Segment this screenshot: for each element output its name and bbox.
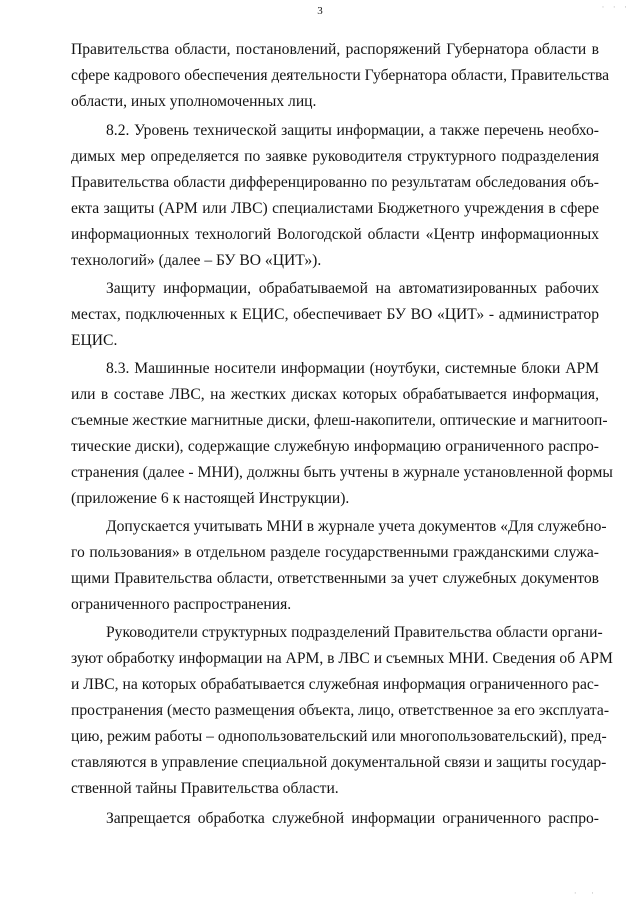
text-line: ставляются в управление специальной документальной связи и защиты государ- [71, 754, 607, 771]
text-line: Допускается учитывать МНИ в журнале учета документов «Для служебно- [106, 518, 607, 535]
text-line: информационных технологий Вологодской области «Центр информационных [71, 226, 599, 243]
text-line: сфере кадрового обеспечения деятельности Губернатора области, Правительства [71, 67, 610, 84]
text-line: или в составе ЛВС, на жестких дисках которых обрабатывается информация, [71, 386, 599, 403]
text-line: пространения (место размещения объекта, лицо, ответственное за его эксплуата- [71, 702, 610, 719]
text-line: местах, подключенных к ЕЦИС, обеспечивает БУ ВО «ЦИТ» - администратор [71, 306, 599, 323]
scan-artifact: · · [573, 888, 600, 898]
text-line: го пользования» в отдельном разделе государственными гражданскими служа- [71, 544, 599, 561]
text-line: щими Правительства области, ответственными за учет служебных документов [71, 570, 599, 587]
text-line: технологий» (далее – БУ ВО «ЦИТ»). [71, 252, 322, 269]
text-line: Правительства области дифференцированно по результатам обследования объ- [71, 174, 599, 191]
text-line: цию, режим работы – однопользовательский или многопользовательский), пред- [71, 728, 607, 745]
text-line: Защиту информации, обрабатываемой на автоматизированных рабочих [106, 280, 599, 297]
text-line: 8.3. Машинные носители информации (ноутбуки, системные блоки АРМ [106, 360, 599, 377]
text-line: (приложение 6 к настоящей Инструкции). [71, 490, 350, 507]
text-line: странения (далее - МНИ), должны быть учтены в журнале установленной формы [71, 464, 613, 481]
text-line: Правительства области, постановлений, распоряжений Губернатора области в [71, 41, 599, 58]
page-number: 3 [317, 5, 323, 17]
text-line: 8.2. Уровень технической защиты информации, а также перечень необхо- [106, 122, 599, 139]
text-line: тические диски), содержащие служебную информацию ограниченного распро- [71, 438, 599, 455]
text-line: ственной тайны Правительства области. [71, 780, 339, 797]
text-line: зуют обработку информации на АРМ, в ЛВС и съемных МНИ. Сведения об АРМ [71, 650, 613, 667]
text-line: екта защиты (АРМ или ЛВС) специалистами Бюджетного учреждения в сфере [71, 200, 599, 217]
scan-artifact: · · · [601, 2, 630, 12]
text-line: ЕЦИС. [71, 332, 118, 349]
text-line: димых мер определяется по заявке руководителя структурного подразделения [71, 148, 599, 165]
text-line: съемные жесткие магнитные диски, флеш-накопители, оптические и магнитооп- [71, 412, 608, 429]
text-line: ограниченного распространения. [71, 596, 292, 613]
text-line: и ЛВС, на которых обрабатывается служебная информация ограниченного рас- [71, 676, 599, 693]
text-line: Руководители структурных подразделений Правительства области органи- [106, 624, 603, 641]
text-line: области, иных уполномоченных лиц. [71, 93, 317, 110]
text-line: Запрещается обработка служебной информации ограниченного распро- [106, 810, 599, 827]
